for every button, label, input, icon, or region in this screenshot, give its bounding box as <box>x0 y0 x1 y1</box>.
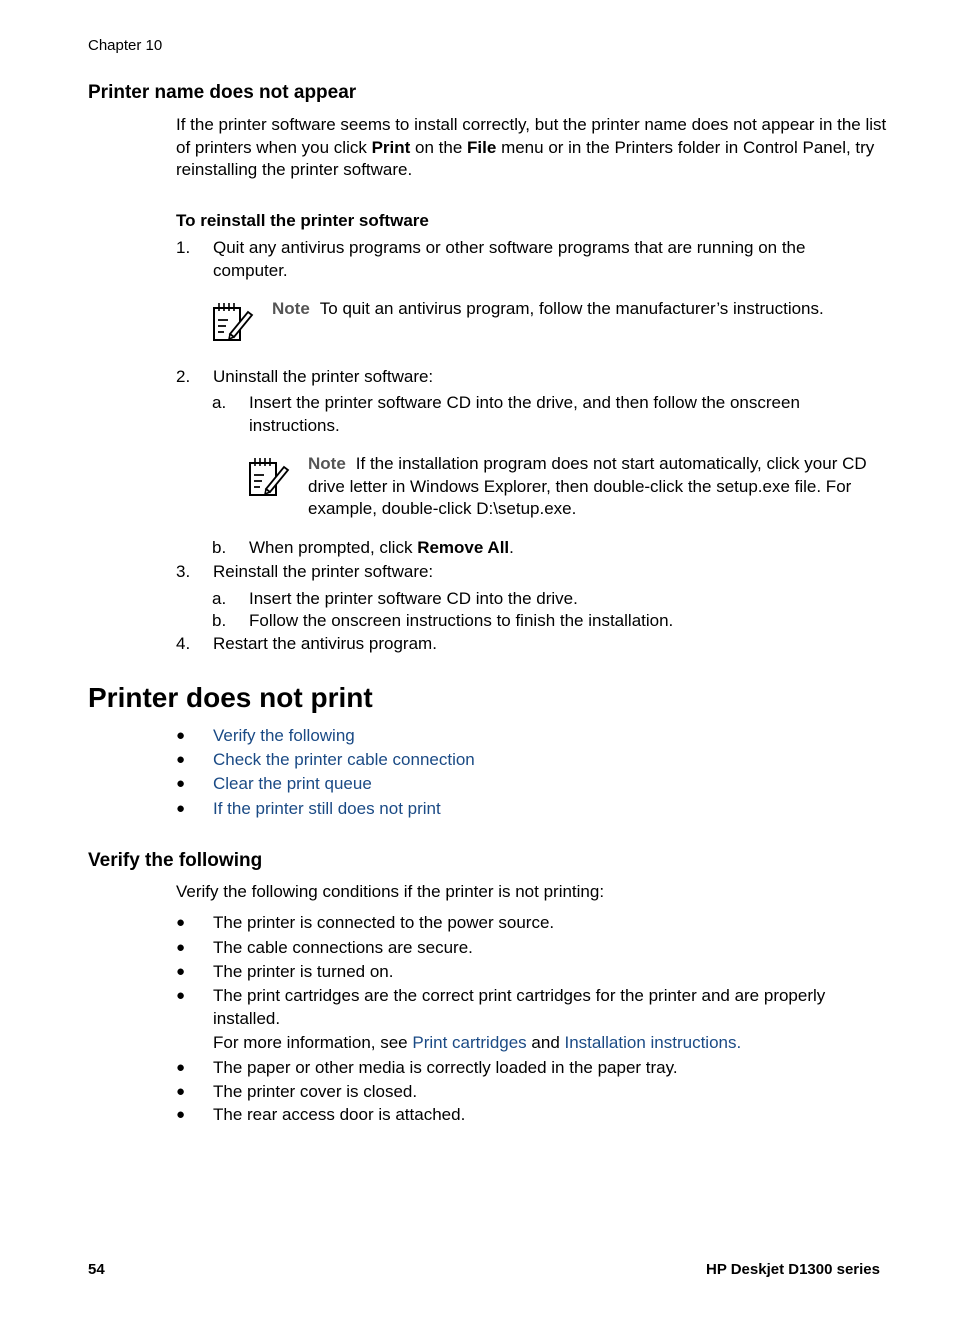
step-text: Quit any antivirus programs or other software programs that are running on the computer. <box>213 238 806 280</box>
bullet-icon: ● <box>176 914 186 931</box>
note-pad-pencil-icon <box>212 300 254 342</box>
link-installation-instructions[interactable]: Installation instructions <box>564 1033 737 1052</box>
bullet-icon: ● <box>176 800 186 817</box>
note-2 <box>248 453 888 523</box>
list-item-link <box>176 725 888 747</box>
list-item <box>176 1081 888 1103</box>
bullet-icon: ● <box>176 963 186 980</box>
note-label: Note <box>308 454 346 473</box>
verify-intro: Verify the following conditions if the printer is not printing: <box>176 882 605 901</box>
list-item-link <box>176 798 888 820</box>
list-item-link <box>176 773 888 795</box>
more-info-period: . <box>736 1033 742 1052</box>
substep-text: Insert the printer software CD into the drive, and then follow the onscreen instructions. <box>249 393 800 435</box>
note-text-block <box>308 453 888 521</box>
substep-letter: b. <box>212 611 227 630</box>
more-info-text: For more information, see <box>213 1033 413 1052</box>
bullet-icon: ● <box>176 987 186 1004</box>
list-item <box>176 912 888 934</box>
substep-text: Follow the onscreen instructions to finish the installation. <box>249 611 674 630</box>
list-item-link <box>176 749 888 771</box>
step-number: 2. <box>176 367 191 386</box>
list-item <box>176 1057 888 1079</box>
intro-text-2: on the <box>410 137 468 157</box>
list-item <box>176 937 888 959</box>
step-text: Uninstall the printer software: <box>213 367 434 386</box>
remove-all-bold: Remove All <box>417 538 510 557</box>
note-label: Note <box>272 299 310 318</box>
substep-text: Insert the printer software CD into the drive. <box>249 589 578 608</box>
product-name: HP Deskjet D1300 series <box>705 1261 880 1278</box>
substep-text-post: . <box>509 538 514 557</box>
note-text: To quit an antivirus program, follow the manufacturer’s instructions. <box>319 299 824 318</box>
substep-letter: a. <box>212 589 227 608</box>
list-item-text: The print cartridges are the correct print cartridges for the printer and are properly installed. <box>213 986 826 1028</box>
page-number: 54 <box>88 1261 105 1278</box>
bullet-icon: ● <box>176 751 186 768</box>
bullet-icon: ● <box>176 1106 186 1123</box>
bullet-icon: ● <box>176 727 186 744</box>
substep-letter: a. <box>212 393 227 412</box>
link-verify-the-following[interactable]: Verify the following <box>213 726 355 745</box>
note-pad-pencil-icon <box>248 455 290 497</box>
list-item-text: The cable connections are secure. <box>213 938 473 957</box>
chapter-label: Chapter 10 <box>88 37 163 54</box>
list-item <box>176 1104 888 1126</box>
list-item <box>176 985 888 1055</box>
intro-bold-file: File <box>467 137 497 157</box>
step-number: 3. <box>176 562 191 581</box>
section-heading-verify: Verify the following <box>88 850 263 871</box>
link-printer-still-does-not-print[interactable]: If the printer still does not print <box>213 799 441 818</box>
list-item-text: The printer is connected to the power source. <box>213 913 555 932</box>
link-print-cartridges[interactable]: Print cartridges <box>412 1033 527 1052</box>
bullet-icon: ● <box>176 1059 186 1076</box>
note-1 <box>212 298 888 348</box>
link-check-printer-cable[interactable]: Check the printer cable connection <box>213 750 475 769</box>
more-info-and: and <box>526 1033 565 1052</box>
step-number: 4. <box>176 634 191 653</box>
more-info-line <box>213 1032 883 1055</box>
substep-letter: b. <box>212 538 227 557</box>
step-number: 1. <box>176 238 191 257</box>
section-heading-printer-does-not-print: Printer does not print <box>88 682 373 713</box>
intro-text-3: menu or in the Printers folder in Control Panel, try reinstalling the printer software. <box>176 137 875 179</box>
list-item-text: The printer is turned on. <box>213 962 394 981</box>
link-clear-print-queue[interactable]: Clear the print queue <box>213 774 372 793</box>
procedure-title: To reinstall the printer software <box>176 211 429 230</box>
intro-text-1: If the printer software seems to install correctly, but the printer name does not appear in the list of printers when you click <box>176 115 887 157</box>
bullet-icon: ● <box>176 775 186 792</box>
note-text: If the installation program does not start automatically, click your CD drive letter in Windows Explorer, then double-click the setup.exe file. For example, double-click D:\setup.exe. <box>308 454 867 518</box>
list-item-text: The rear access door is attached. <box>213 1105 466 1124</box>
substep-text <box>249 537 514 560</box>
list-item <box>176 961 888 983</box>
intro-paragraph <box>176 114 888 182</box>
section-heading-printer-name: Printer name does not appear <box>88 82 357 103</box>
intro-bold-print: Print <box>371 137 411 157</box>
note-text-block <box>272 298 888 321</box>
list-item-text: The printer cover is closed. <box>213 1082 418 1101</box>
step-text: Restart the antivirus program. <box>213 634 437 653</box>
list-item-text: The paper or other media is correctly loaded in the paper tray. <box>213 1058 678 1077</box>
bullet-icon: ● <box>176 1083 186 1100</box>
bullet-icon: ● <box>176 939 186 956</box>
step-text: Reinstall the printer software: <box>213 562 434 581</box>
substep-text-pre: When prompted, click <box>249 538 418 557</box>
